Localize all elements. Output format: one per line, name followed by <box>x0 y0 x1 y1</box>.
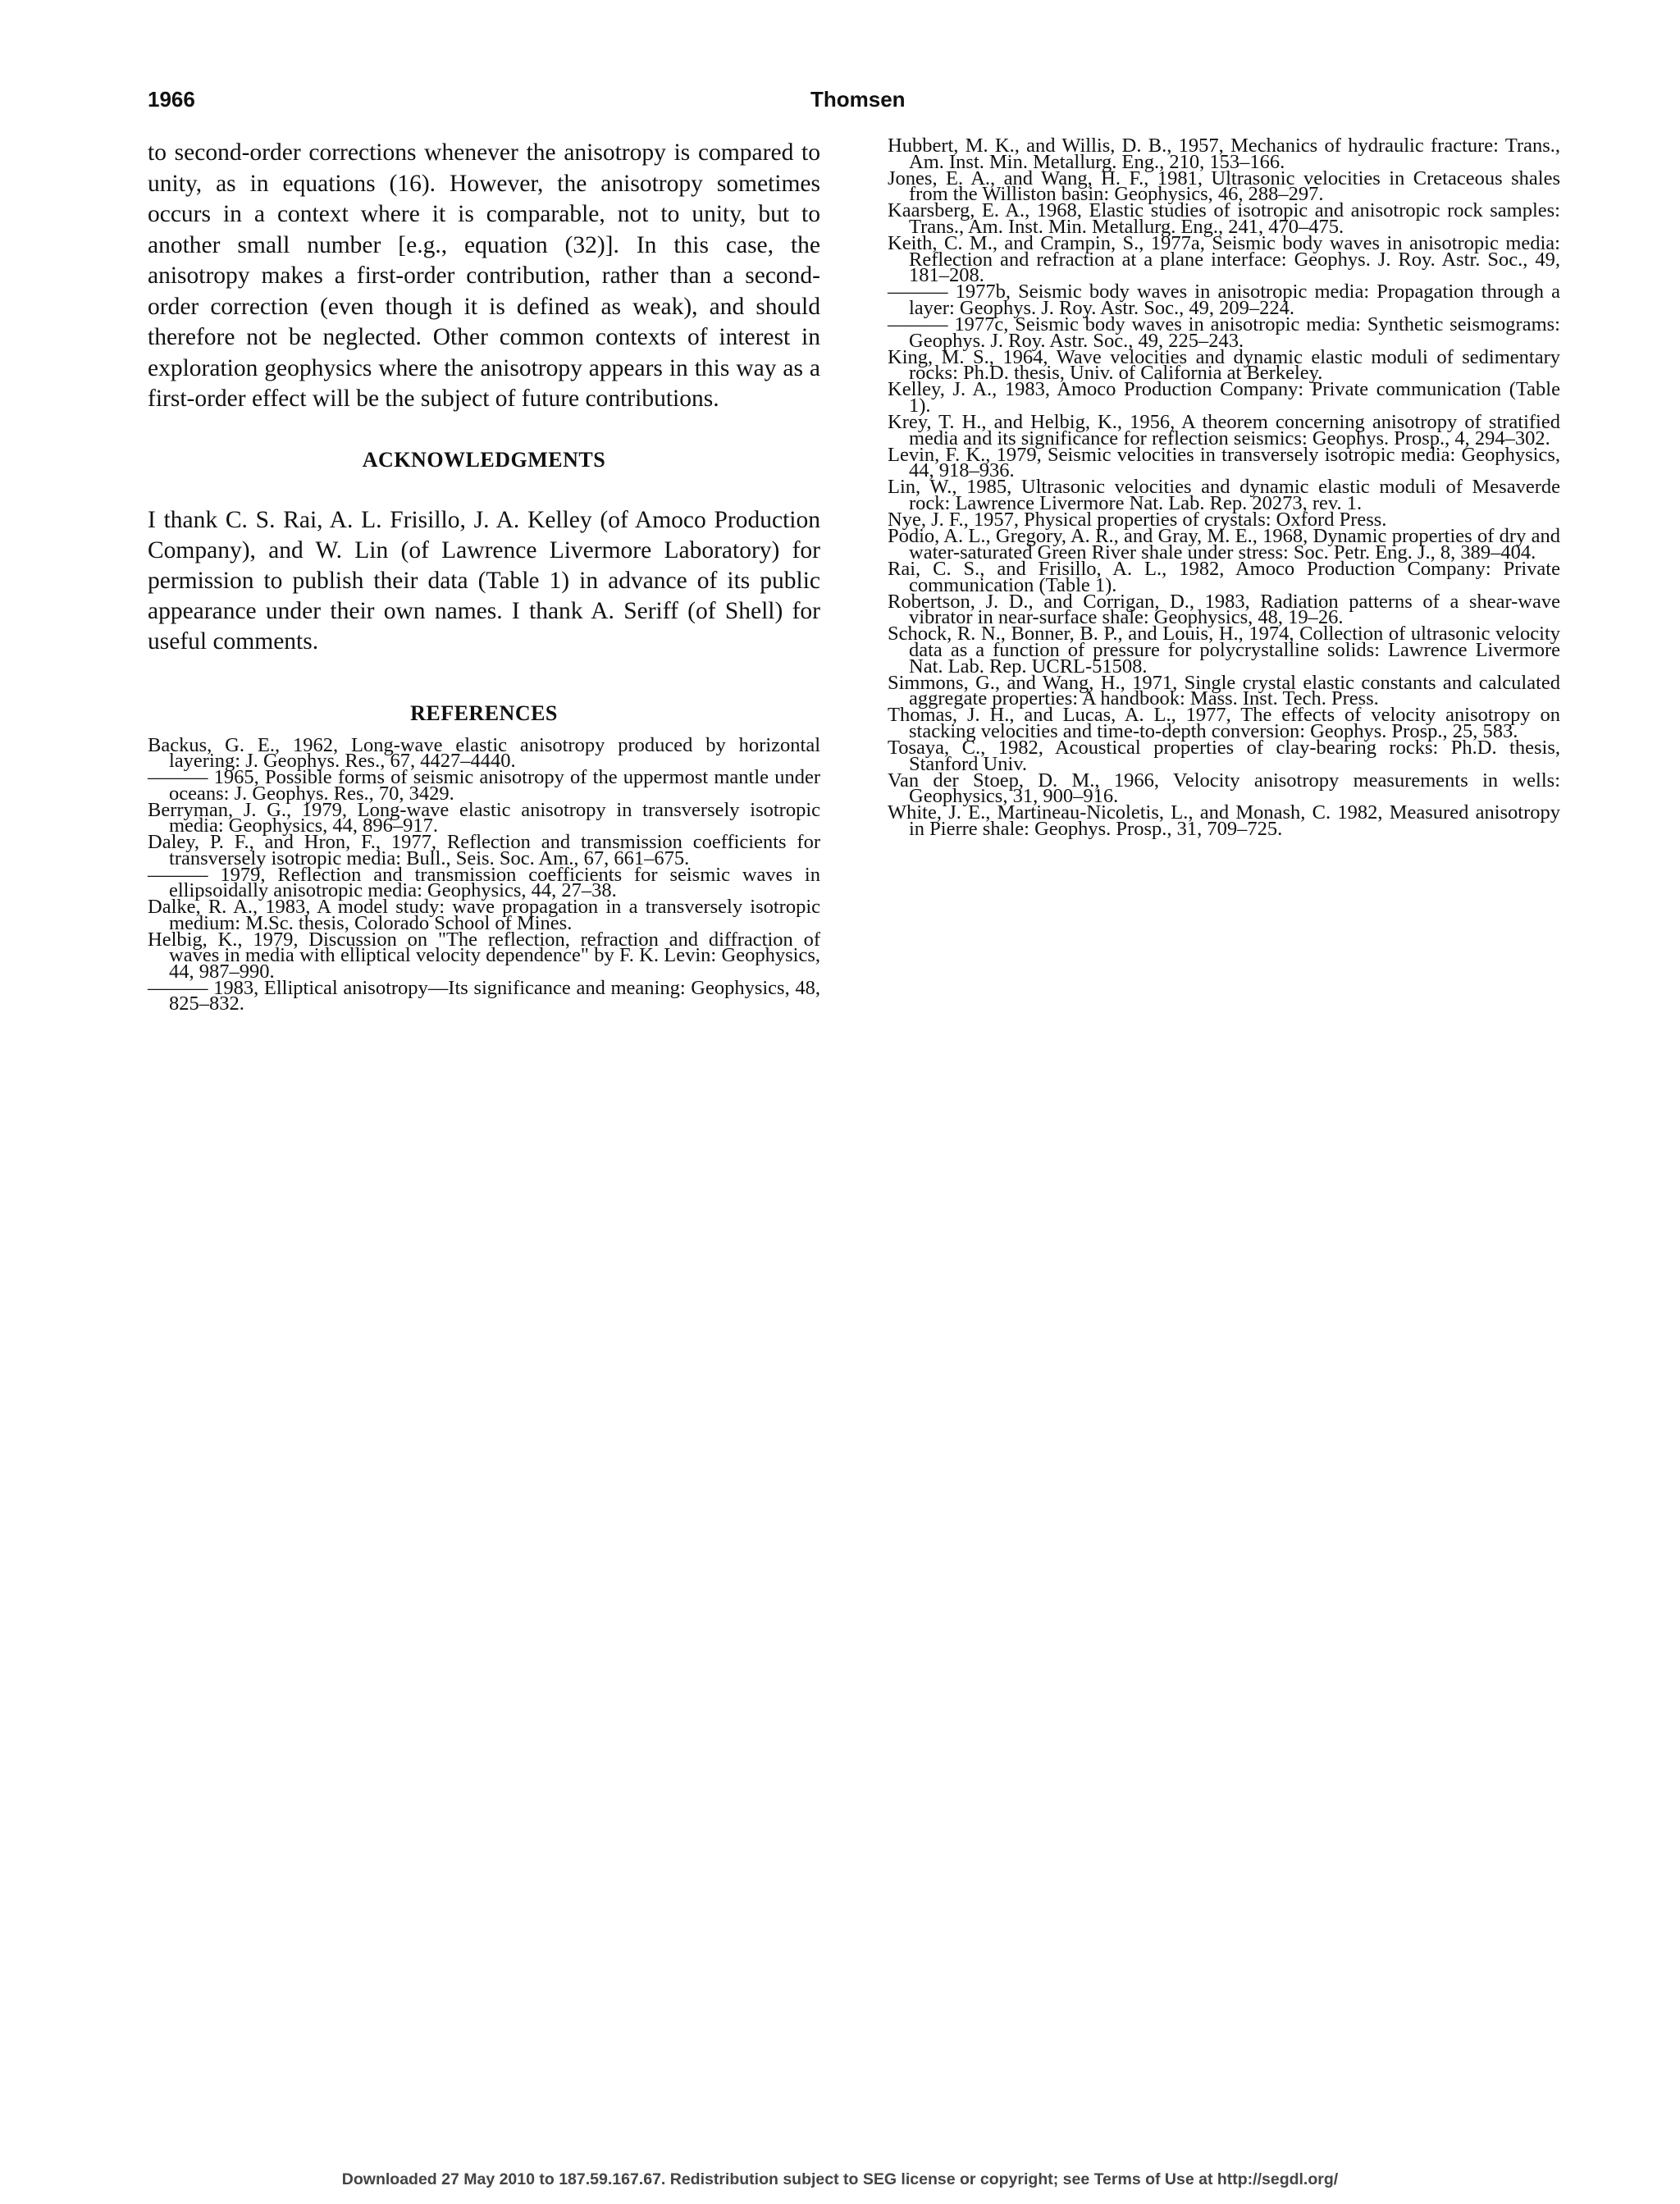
reference-entry: Kelley, J. A., 1983, Amoco Production Company: Private communication (Table 1). <box>888 378 1560 417</box>
reference-entry: Robertson, J. D., and Corrigan, D., 1983, Radiation patterns of a shear-wave vibrator in near-surface shale: Geophysics, 48, 19–26. <box>888 590 1560 629</box>
running-head: Thomsen <box>810 87 906 112</box>
reference-entry: Van der Stoep, D. M., 1966, Velocity anisotropy measurements in wells: Geophysics, 31, 900–916. <box>888 769 1560 808</box>
reference-entry: Rai, C. S., and Frisillo, A. L., 1982, Amoco Production Company: Private communication (Table 1). <box>888 557 1560 596</box>
body-paragraph: to second-order corrections whenever the anisotropy is compared to unity, as in equations (16). However, the anisotropy sometimes occurs in a context where it is comparable, not to unity, but to another small number [e.g., equation (32)]. In this case, the anisotropy makes a first-order contribution, rather than a second-order correction (even though it is defined as weak), and should therefore not be neglected. Other common contexts of interest in exploration geophysics where the anisotropy appears in this way as a first-order effect will be the subject of future contributions. <box>148 139 820 412</box>
reference-entry: Backus, G. E., 1962, Long-wave elastic anisotropy produced by horizontal layering: J. Geophys. Res., 67, 4427–4440. <box>148 733 820 772</box>
reference-entry: Keith, C. M., and Crampin, S., 1977a, Seismic body waves in anisotropic media: Reflection and refraction at a plane interface: Geophys. J. Roy. Astr. Soc., 49, 181–208. <box>888 232 1560 287</box>
reference-entry: Tosaya, C., 1982, Acoustical properties of clay-bearing rocks: Ph.D. thesis, Stanford Univ. <box>888 736 1560 775</box>
acknowledgments-heading: ACKNOWLEDGMENTS <box>362 447 606 472</box>
reference-entry: ——— 1977c, Seismic body waves in anisotropic media: Synthetic seismograms: Geophys. J. Roy. Astr. Soc., 49, 225–243. <box>888 313 1560 352</box>
reference-entry: Simmons, G., and Wang, H., 1971, Single crystal elastic constants and calculated aggregate properties: A handbook: Mass. Inst. Tech. Press. <box>888 671 1560 710</box>
reference-entry: ——— 1979, Reflection and transmission coefficients for seismic waves in ellipsoidally anisotropic media: Geophysics, 44, 27–38. <box>148 863 820 901</box>
references-heading: REFERENCES <box>410 700 558 725</box>
reference-entry: ——— 1977b, Seismic body waves in anisotropic media: Propagation through a layer: Geophys. J. Roy. Astr. Soc., 49, 209–224. <box>888 281 1560 319</box>
reference-list-left <box>148 733 820 1015</box>
reference-entry: Helbig, K., 1979, Discussion on "The reflection, refraction and diffraction of waves in media with elliptical velocity dependence" by F. K. Levin: Geophysics, 44, 987–990. <box>148 928 820 983</box>
right-column <box>888 135 1560 840</box>
reference-entry: Hubbert, M. K., and Willis, D. B., 1957, Mechanics of hydraulic fracture: Trans., Am. Inst. Min. Metallurg. Eng., 210, 153–166. <box>888 135 1560 173</box>
reference-entry: Dalke, R. A., 1983, A model study: wave propagation in a transversely isotropic medium: M.Sc. thesis, Colorado School of Mines. <box>148 896 820 934</box>
reference-entry: Schock, R. N., Bonner, B. P., and Louis, H., 1974, Collection of ultrasonic velocity data as a function of pressure for polycrystalline solids: Lawrence Livermore Nat. Lab. Rep. UCRL-51508. <box>888 623 1560 678</box>
reference-entry: King, M. S., 1964, Wave velocities and dynamic elastic moduli of sedimentary rocks: Ph.D. thesis, Univ. of California at Berkeley. <box>888 345 1560 385</box>
reference-entry: Krey, T. H., and Helbig, K., 1956, A theorem concerning anisotropy of stratified media and its significance for reflection seismics: Geophys. Prosp., 4, 294–302. <box>888 411 1560 449</box>
reference-entry: Kaarsberg, E. A., 1968, Elastic studies of isotropic and anisotropic rock samples: Trans., Am. Inst. Min. Metallurg. Eng., 241, 470–475. <box>888 199 1560 238</box>
reference-entry: ——— 1983, Elliptical anisotropy—Its significance and meaning: Geophysics, 48, 825–832. <box>148 976 820 1015</box>
reference-entry: Podio, A. L., Gregory, A. R., and Gray, M. E., 1968, Dynamic properties of dry and water-saturated Green River shale under stress: Soc. Petr. Eng. J., 8, 389–404. <box>888 525 1560 564</box>
reference-entry: Nye, J. F., 1957, Physical properties of crystals: Oxford Press. <box>888 509 1387 532</box>
reference-entry: Levin, F. K., 1979, Seismic velocities in transversely isotropic media: Geophysics, 44, 918–936. <box>888 443 1560 482</box>
download-footer: Downloaded 27 May 2010 to 187.59.167.67. Redistribution subject to SEG license or copyright; see Terms of Use at http://segdl.org/ <box>341 2170 1339 2188</box>
reference-entry: Thomas, J. H., and Lucas, A. L., 1977, The effects of velocity anisotropy on stacking velocities and time-to-depth conversion: Geophys. Prosp., 25, 583. <box>888 704 1560 742</box>
reference-entry: ——— 1965, Possible forms of seismic anisotropy of the uppermost mantle under oceans: J. Geophys. Res., 70, 3429. <box>148 766 820 805</box>
reference-entry: White, J. E., Martineau-Nicoletis, L., and Monash, C. 1982, Measured anisotropy in Pierre shale: Geophys. Prosp., 31, 709–725. <box>888 801 1560 840</box>
reference-entry: Lin, W., 1985, Ultrasonic velocities and dynamic elastic moduli of Mesaverde rock: Lawrence Livermore Nat. Lab. Rep. 20273, rev. 1. <box>888 476 1560 515</box>
reference-entry: Jones, E. A., and Wang, H. F., 1981, Ultrasonic velocities in Cretaceous shales from the Williston basin: Geophysics, 46, 288–297. <box>888 167 1560 206</box>
reference-entry: Berryman, J. G., 1979, Long-wave elastic anisotropy in transversely isotropic media: Geophysics, 44, 896–917. <box>148 798 820 837</box>
left-column <box>148 138 820 1015</box>
acknowledgments-text: I thank C. S. Rai, A. L. Frisillo, J. A. Kelley (of Amoco Production Company), and W. Lin (of Lawrence Livermore Laboratory) for permission to publish their data (Table 1) in advance of its public appearance under their own names. I thank A. Seriff (of Shell) for useful comments. <box>148 506 820 655</box>
reference-entry: Daley, P. F., and Hron, F., 1977, Reflection and transmission coefficients for transversely isotropic media: Bull., Seis. Soc. Am., 67, 661–675. <box>148 831 820 869</box>
page-number: 1966 <box>148 87 195 112</box>
reference-list-right <box>888 135 1560 840</box>
